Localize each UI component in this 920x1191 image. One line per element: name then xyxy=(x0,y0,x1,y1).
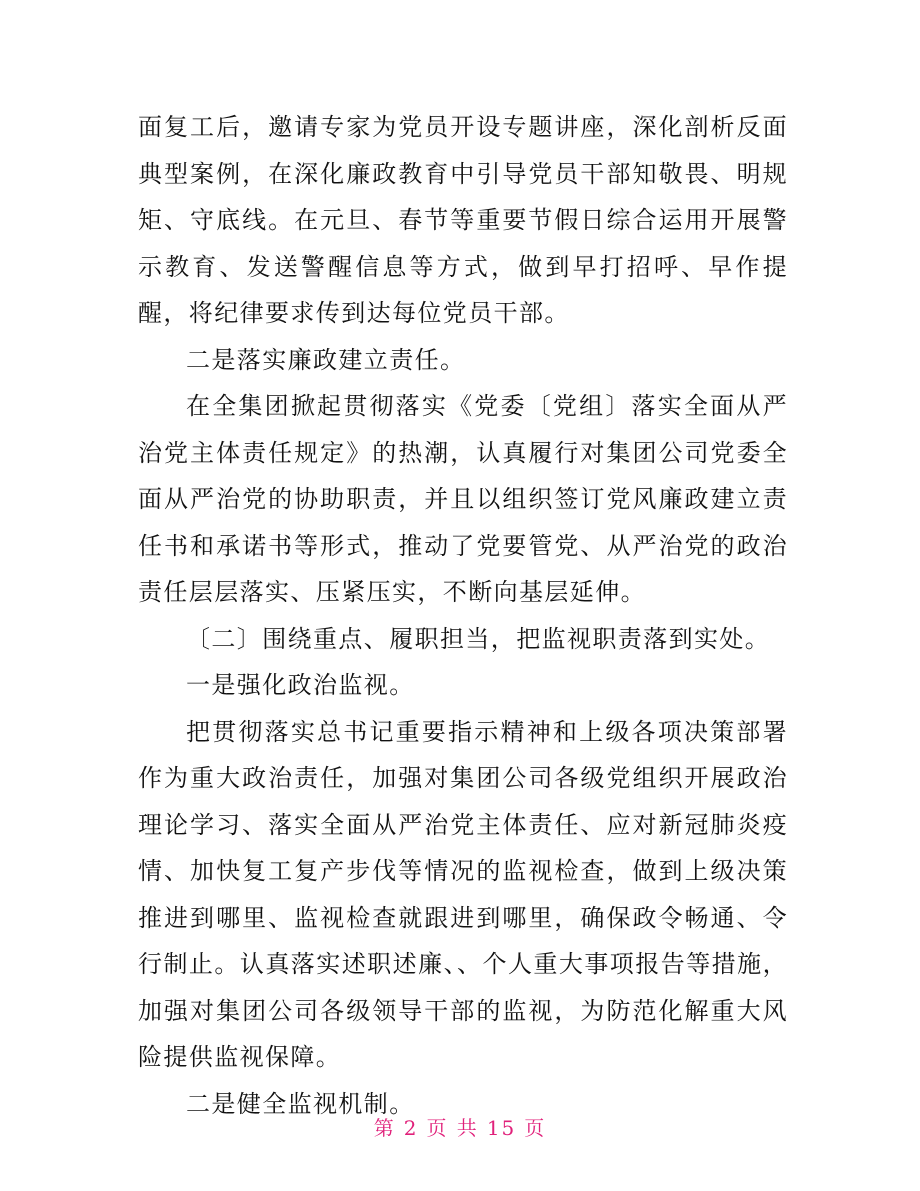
paragraph: 在全集团掀起贯彻落实《党委〔党组〕落实全面从严治党主体责任规定》的热潮，认真履行对集团公司党委全面从严治党的协助职责，并且以组织签订党风廉政建立责任书和承诺书等形式，推动了党要管党、从严治党的政治责任层层落实、压紧压实，不断向基层延伸。 xyxy=(138,392,788,606)
page-footer xyxy=(0,1112,920,1141)
section-heading: 一是强化政治监视。 xyxy=(186,671,415,699)
section-heading: 二是健全监视机制。 xyxy=(186,1089,415,1118)
section-heading: 〔二〕围绕重点、履职担当，把监视职责落到实处。 xyxy=(186,624,771,653)
footer-page-number: 2 xyxy=(403,1116,419,1140)
paragraph: 把贯彻落实总书记重要指示精神和上级各项决策部署作为重大政治责任，加强对集团公司各级党组织开展政治理论学习、落实全面从严治党主体责任、应对新冠肺炎疫情、加快复工复产步伐等情况的监视检查，做到上级决策推进到哪里、监视检查就跟进到哪里，确保政令畅通、令行制止。认真落实述职述廉、、个人重大事项报告等措施，加强对集团公司各级领导干部的监视，为防范化解重大风险提供监视保障。 xyxy=(138,717,788,1071)
footer-middle: 页 共 xyxy=(426,1116,479,1140)
footer-prefix: 第 xyxy=(373,1116,396,1140)
footer-total-pages: 15 xyxy=(486,1116,517,1140)
document-body xyxy=(138,104,788,1127)
section-heading: 二是落实廉政建立责任。 xyxy=(186,345,466,374)
paragraph: 面复工后，邀请专家为党员开设专题讲座，深化剖析反面典型案例，在深化廉政教育中引导党员干部知敬畏、明规矩、守底线。在元旦、春节等重要节假日综合运用开展警示教育、发送警醒信息等方式，做到早打招呼、早作提醒，将纪律要求传到达每位党员干部。 xyxy=(138,113,788,327)
footer-suffix: 页 xyxy=(524,1116,547,1140)
